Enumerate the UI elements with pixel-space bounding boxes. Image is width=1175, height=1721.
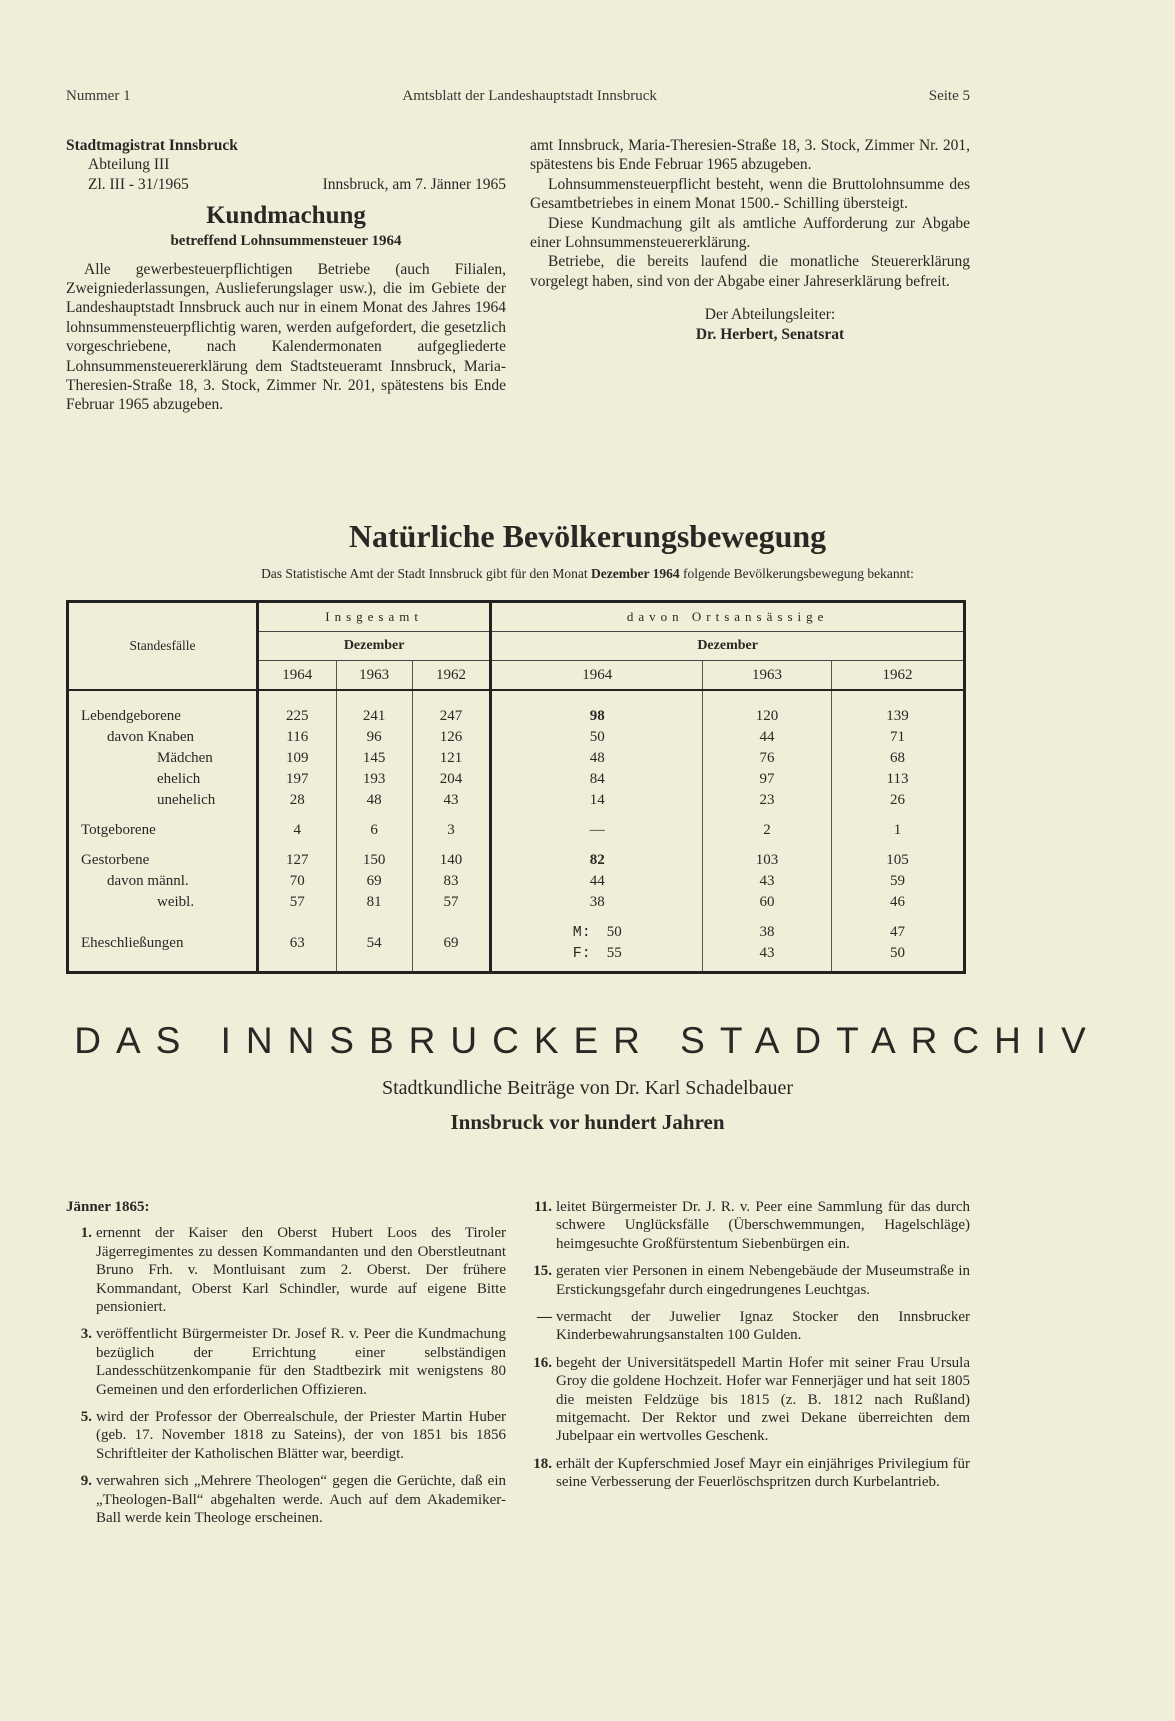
population-statistics-table [66,600,966,974]
cell-local: 113 [831,769,964,790]
cell-total: 127 [258,850,337,871]
year-header-total-1962: 1962 [412,661,491,691]
label-column-header: Standesfälle [68,602,258,691]
cell-total: 83 [412,871,491,892]
cell-total: 48 [336,790,412,811]
cell-local: 38 [491,892,703,913]
year-header-local-1963: 1963 [703,661,832,691]
cell-local: 76 [703,748,832,769]
cell-total: 6 [336,820,412,841]
notice-reference: Zl. III - 31/1965 [88,175,189,193]
cell-total: 69 [412,922,491,964]
page-number: Seite 5 [928,88,970,104]
entry-day: 16. [533,1354,552,1371]
cell-total: 247 [412,706,491,727]
archive-right-column [526,1198,970,1501]
chronicle-entry [526,1198,970,1253]
notice-subtitle: betreffend Lohnsummensteuer 1964 [170,233,402,250]
cell-local: 59 [831,871,964,892]
cell-value: 55 [606,945,622,961]
group-header-local: davon Ortsansässige [491,602,965,632]
cell-local: 60 [703,892,832,913]
entry-day: 9. [80,1473,92,1490]
row-label: davon Knaben [107,729,195,745]
notice-title: Kundmachung [206,202,366,230]
chronicle-entry [526,1308,970,1345]
chronicle-entry [66,1325,506,1399]
cell-local: 23 [703,790,832,811]
chronicle-entry [526,1262,970,1299]
intro-text: Das Statistische Amt der Stadt Innsbruck gibt für den Monat [261,566,592,581]
entry-text: verwahren sich „Mehrere Theologen“ gegen die Gerüchte, daß ein „Theologen-Ball“ abgehalten werde. Auch auf dem Akademiker-Ball werde kein Theologe erscheinen. [96,1473,506,1527]
cell-total: 121 [412,748,491,769]
table-row [68,850,965,871]
row-label: Lebendgeborene [81,708,181,724]
row-label: ehelich [157,771,201,787]
table-spacer-row [68,913,965,922]
month-header-local: Dezember [491,632,965,661]
notice-right-column [530,136,970,344]
cell-local: 120 [703,706,832,727]
cell-total: 225 [258,706,337,727]
chronicle-entry [526,1455,970,1492]
year-header-total-1964: 1964 [258,661,337,691]
statistics-title: Natürliche Bevölkerungsbewegung [348,518,827,554]
cell-local: 50 [491,727,703,748]
cell-total: 241 [336,706,412,727]
entry-text: leitet Bürgermeister Dr. J. R. v. Peer eine Sammlung für das durch schwere Unglücksfälle (Überschwemmungen, Hagelschläge) heimgesuchte Großfürstentum Siebenbürgen ein. [556,1199,970,1252]
year-header-local-1964: 1964 [491,661,703,691]
cell-total: 3 [412,820,491,841]
cell-total: 109 [258,748,337,769]
entry-text: geraten vier Personen in einem Nebengebäude der Museumstraße in Erstickungsgefahr durch eingedrungenes Leuchtgas. [556,1263,970,1298]
table-row [68,748,965,769]
table-spacer-row [68,811,965,820]
cell-local-local_f: 50 [831,943,964,964]
chronicle-entry [66,1408,506,1463]
cell-total: 140 [412,850,491,871]
page-header [66,88,970,105]
cell-total: 69 [336,871,412,892]
cell-local: — [491,820,703,841]
table-row [68,892,965,913]
entry-day: 18. [533,1455,552,1472]
sex-label: F: [572,945,591,962]
table-row [68,727,965,748]
table-spacer-row [68,690,965,706]
cell-total: 57 [412,892,491,913]
notice-reference-line [66,175,506,194]
row-label: unehelich [157,792,216,808]
entry-text: vermacht der Juwelier Ignaz Stocker den Innsbrucker Kinderbewahrungsanstalten 100 Gulden. [556,1309,970,1344]
cell-total: 96 [336,727,412,748]
cell-total: 145 [336,748,412,769]
statistics-intro [0,566,1175,582]
cell-local-local_f: 43 [703,943,832,964]
cell-total: 70 [258,871,337,892]
notice-left-column [66,136,506,435]
intro-text-end: folgende Bevölkerungsbewegung bekannt: [679,566,914,581]
table-row [68,706,965,727]
cell-total: 4 [258,820,337,841]
archive-title: DAS INNSBRUCKER STADTARCHIV [74,1020,1101,1061]
archive-section-title: Innsbruck vor hundert Jahren [450,1110,725,1134]
entry-text: erhält der Kupferschmied Josef Mayr ein einjähriges Privilegium für seine Verbesserung der Feuerlöschspritzen durch Kurbelantrieb. [556,1455,970,1491]
cell-value: 50 [606,924,622,940]
table-row [68,790,965,811]
cell-local: 14 [491,790,703,811]
entry-text: wird der Professor der Oberrealschule, der Priester Martin Huber (geb. 17. November 1818 zu Sateins), der von 1851 bis 1856 Schriftleiter der Katholischen Blätter war, beerdigt. [96,1409,506,1462]
issue-number: Nummer 1 [66,88,131,104]
cell-local: 48 [491,748,703,769]
archive-subtitle: Stadtkundliche Beiträge von Dr. Karl Schadelbauer [382,1077,793,1099]
cell-total: 57 [258,892,337,913]
cell-local: 44 [491,871,703,892]
cell-local: 97 [703,769,832,790]
cell-local-local_m [491,922,703,943]
cell-local: 2 [703,820,832,841]
notice-paragraph-1: Alle gewerbesteuerpflichtigen Betriebe (auch Filialen, Zweigniederlassungen, Auslieferungslager usw.), die im Gebiete der Landeshauptstadt Innsbruck auch nur in einem Monat des Jahres 1964 lohnsummensteuerpflichtig waren, werden aufgefordert, die gesetzlich vorgeschriebene, nach Kalendermonaten aufgegliederte Lohnsummensteuererklärung dem Stadtsteueramt Innsbruck, Maria-Theresien-Straße 18, 3. Stock, Zimmer Nr. 201, spätestens bis Ende Februar 1965 abzugeben. [66,260,506,414]
intro-period: Dezember 1964 [591,566,680,581]
entry-text: ernennt der Kaiser den Oberst Hubert Loos des Tiroler Jägerregimentes zu dessen Kommandanten und den Oberstleutnant Bruno Frh. v. Montluisant zum 2. Oberst. Der frühere Kommandant, Oberst Karl Schindler, wurde auf eigene Bitte pensioniert. [96,1225,506,1316]
table-row [68,769,965,790]
cell-local: 103 [703,850,832,871]
entry-day: 1. [80,1225,92,1242]
notice-paragraph-4: Betriebe, die bereits laufend die monatliche Steuererklärung vorgelegt haben, sind von der Abgabe einer Jahreserklärung befreit. [530,253,970,290]
table-row-marriages [68,922,965,943]
table-row [68,820,965,841]
cell-local-local_m: 38 [703,922,832,943]
row-label: weibl. [157,894,195,910]
entry-day: — [537,1309,552,1326]
table-spacer-row [68,841,965,850]
row-label: davon männl. [107,873,189,889]
cell-total: 116 [258,727,337,748]
cell-total: 197 [258,769,337,790]
year-header-total-1963: 1963 [336,661,412,691]
entry-text: begeht der Universitätspedell Martin Hofer mit seiner Frau Ursula Groy die goldene Hochzeit. Hofer war Fennerjäger und hat seit 1805 die meisten Feldzüge bis 1815 (z. B. 1812 nach Rußland) mitgemacht. Der Rektor und zwei Dekane überreichten dem Jubelpaar ein wertvolles Geschenk. [556,1354,970,1445]
row-label: Gestorbene [81,852,150,868]
archive-month: Jänner 1865: [66,1199,150,1215]
signature-role: Der Abteilungsleiter: [704,306,836,324]
cell-local: 26 [831,790,964,811]
row-label: Totgeborene [81,822,156,838]
cell-local: 139 [831,706,964,727]
cell-local: 82 [491,850,703,871]
cell-local: 71 [831,727,964,748]
signature-name: Dr. Herbert, Senatsrat [695,325,845,343]
cell-local-local_m: 47 [831,922,964,943]
notice-place-date: Innsbruck, am 7. Jänner 1965 [322,175,506,193]
cell-total: 43 [412,790,491,811]
cell-total: 193 [336,769,412,790]
cell-local: 98 [491,706,703,727]
publication-title: Amtsblatt der Landeshauptstadt Innsbruck [402,88,657,104]
cell-total: 54 [336,922,412,964]
cell-total: 204 [412,769,491,790]
chronicle-entry [66,1472,506,1527]
entry-day: 3. [80,1326,92,1343]
sex-label: M: [572,924,591,941]
row-label: Eheschließungen [81,934,184,951]
cell-total: 126 [412,727,491,748]
cell-local: 84 [491,769,703,790]
cell-total: 63 [258,922,337,964]
entry-day: 15. [533,1263,552,1280]
notice-department: Abteilung III [88,156,170,174]
notice-paragraph-3: Diese Kundmachung gilt als amtliche Aufforderung zur Abgabe einer Lohnsummensteuererklärung. [530,214,970,252]
cell-local: 43 [703,871,832,892]
cell-local: 44 [703,727,832,748]
cell-local-local_f [491,943,703,964]
table-row [68,871,965,892]
cell-total: 150 [336,850,412,871]
group-header-total: Insgesamt [258,602,491,632]
chronicle-entry [526,1354,970,1446]
row-label: Mädchen [157,750,213,766]
cell-total: 28 [258,790,337,811]
notice-paragraph-2: Lohnsummensteuerpflicht besteht, wenn die Bruttolohnsumme des Gesamtbetriebes in einem Monat 1500.- Schilling übersteigt. [530,175,970,213]
cell-local: 1 [831,820,964,841]
entry-text: veröffentlicht Bürgermeister Dr. Josef R. v. Peer die Kundmachung bezüglich der Errichtung einer selbständigen Landesschützenkompanie für den Stadtbezirk mit wenigstens 80 Gemeinen und den erforderlichen Offizieren. [96,1326,506,1398]
archive-left-column [66,1198,506,1537]
year-header-local-1962: 1962 [831,661,964,691]
notice-paragraph-1-continued: amt Innsbruck, Maria-Theresien-Straße 18, 3. Stock, Zimmer Nr. 201, spätestens bis Ende Februar 1965 abzugeben. [530,137,970,174]
entry-day: 11. [534,1199,552,1215]
month-header-total: Dezember [258,632,491,661]
cell-local: 46 [831,892,964,913]
cell-local: 105 [831,850,964,871]
notice-authority: Stadtmagistrat Innsbruck [66,137,238,154]
cell-total: 81 [336,892,412,913]
table-spacer-row [68,964,965,972]
chronicle-entry [66,1224,506,1316]
entry-day: 5. [80,1409,92,1426]
cell-local: 68 [831,748,964,769]
